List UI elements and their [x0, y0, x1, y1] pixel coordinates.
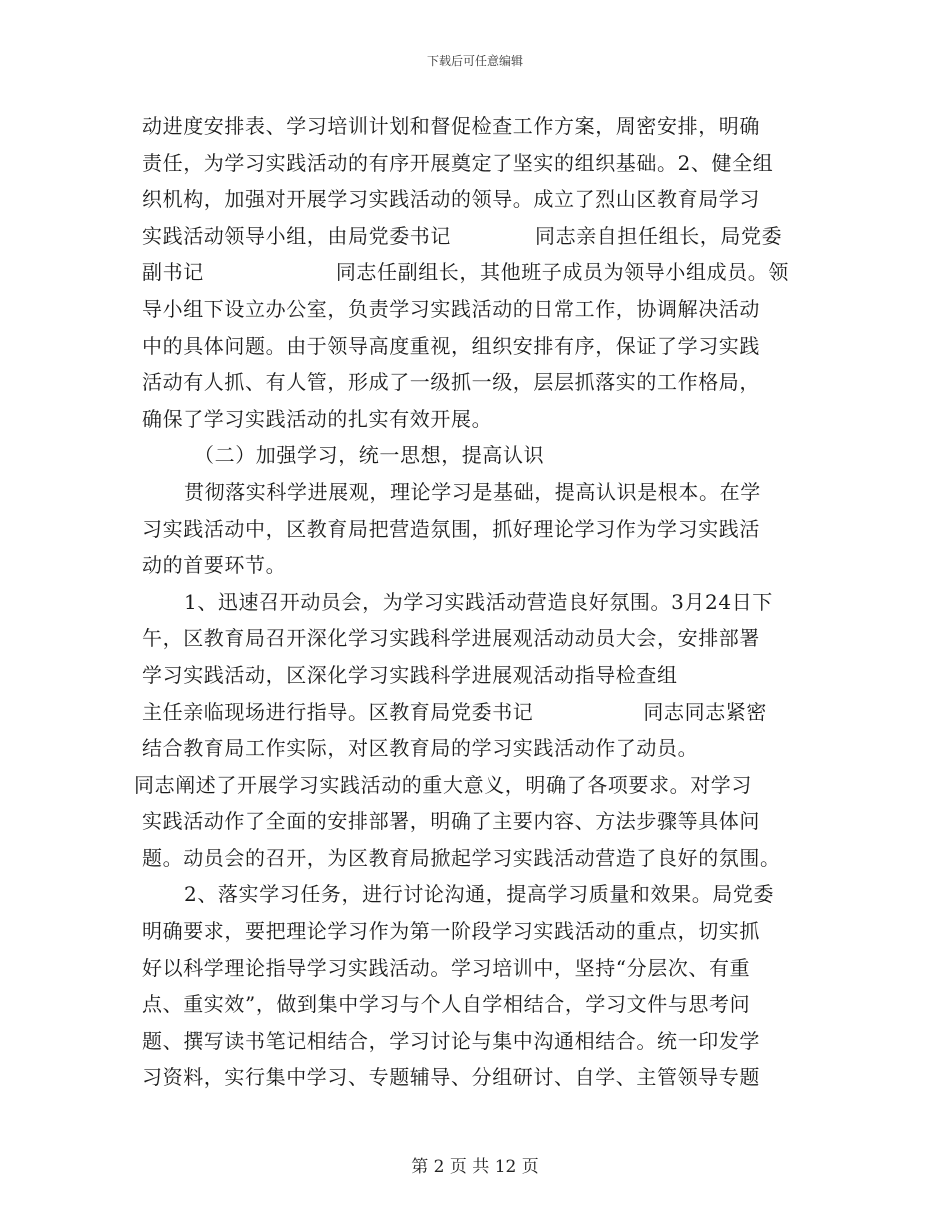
text-line: 动的首要环节。 [142, 553, 287, 578]
text-line: 导小组下设立办公室，负责学习实践活动的日常工作，协调解决活动 [142, 296, 760, 321]
text-line: 明确要求，要把理论学习作为第一阶段学习实践活动的重点，切实抓 [142, 919, 760, 944]
text-line: 习实践活动中，区教育局把营造氛围，抓好理论学习作为学习实践活 [142, 516, 760, 541]
text-line: 题。动员会的召开，为区教育局掀起学习实践活动营造了良好的氛围。 [142, 845, 781, 870]
text-segment: 同志亲自担任组长，局党委 [535, 223, 783, 248]
text-segment: 副书记 [142, 260, 204, 285]
text-line: 习资料，实行集中学习、专题辅导、分组研讨、自学、主管领导专题 [142, 1065, 760, 1090]
text-line: 点、重实效”，做到集中学习与个人自学相结合，学习文件与思考问 [142, 992, 751, 1017]
text-line: 1、迅速召开动员会，为学习实践活动营造良好氛围。3月24日下 [184, 589, 773, 614]
text-line: 贯彻落实科学进展观，理论学习是基础，提高认识是根本。在学 [184, 479, 761, 504]
text-line: 动进度安排表、学习培训计划和督促检查工作方案，周密安排，明确 [142, 114, 760, 138]
text-segment: 实践活动领导小组，由局党委书记 [142, 223, 451, 248]
page-number: 第 2 页 共 12 页 [411, 1157, 539, 1177]
text-line [142, 254, 812, 291]
text-line: 织机构，加强对开展学习实践活动的领导。成立了烈山区教育局学习 [142, 187, 760, 212]
text-segment: 同志任副组长，其他班子成员为领导小组成员。领 [335, 260, 790, 285]
text-line: 题、撰写读书笔记相结合，学习讨论与集中沟通相结合。统一印发学 [142, 1028, 760, 1053]
text-line: 同志阐述了开展学习实践活动的重大意义，明确了各项要求。对学习 [134, 772, 752, 797]
text-segment: 同志同志紧密 [643, 699, 768, 724]
text-line: 学习实践活动，区深化学习实践科学进展观活动指导检查组 [142, 662, 678, 687]
text-line: 中的具体问题。由于领导高度重视，组织安排有序，保证了学习实践 [142, 333, 760, 358]
text-line: 实践活动作了全面的安排部署，明确了主要内容、方法步骤等具体问 [142, 809, 760, 834]
text-line: 好以科学理论指导学习实践活动。学习培训中，坚持“分层次、有重 [142, 955, 751, 980]
section-heading: （二）加强学习，统一思想，提高认识 [194, 443, 545, 468]
text-line: 活动有人抓、有人管，形成了一级抓一级，层层抓落实的工作格局， [142, 370, 760, 395]
text-line: 2、落实学习任务，进行讨论沟通，提高学习质量和效果。局党委 [184, 882, 775, 907]
text-line: 责任，为学习实践活动的有序开展奠定了坚实的组织基础。2、健全组 [142, 150, 774, 175]
text-line [142, 694, 812, 731]
text-line: 结合教育局工作实际，对区教育局的学习实践活动作了动员。 [142, 736, 699, 761]
text-line: 确保了学习实践活动的扎实有效开展。 [142, 406, 493, 431]
page-header-note: 下载后可任意编辑 [426, 54, 523, 68]
text-line [142, 218, 812, 255]
text-line: 午，区教育局召开深化学习实践科学进展观活动动员大会，安排部署 [142, 626, 760, 651]
text-segment: 主任亲临现场进行指导。区教育局党委书记 [142, 699, 534, 724]
document-body [134, 108, 812, 1096]
